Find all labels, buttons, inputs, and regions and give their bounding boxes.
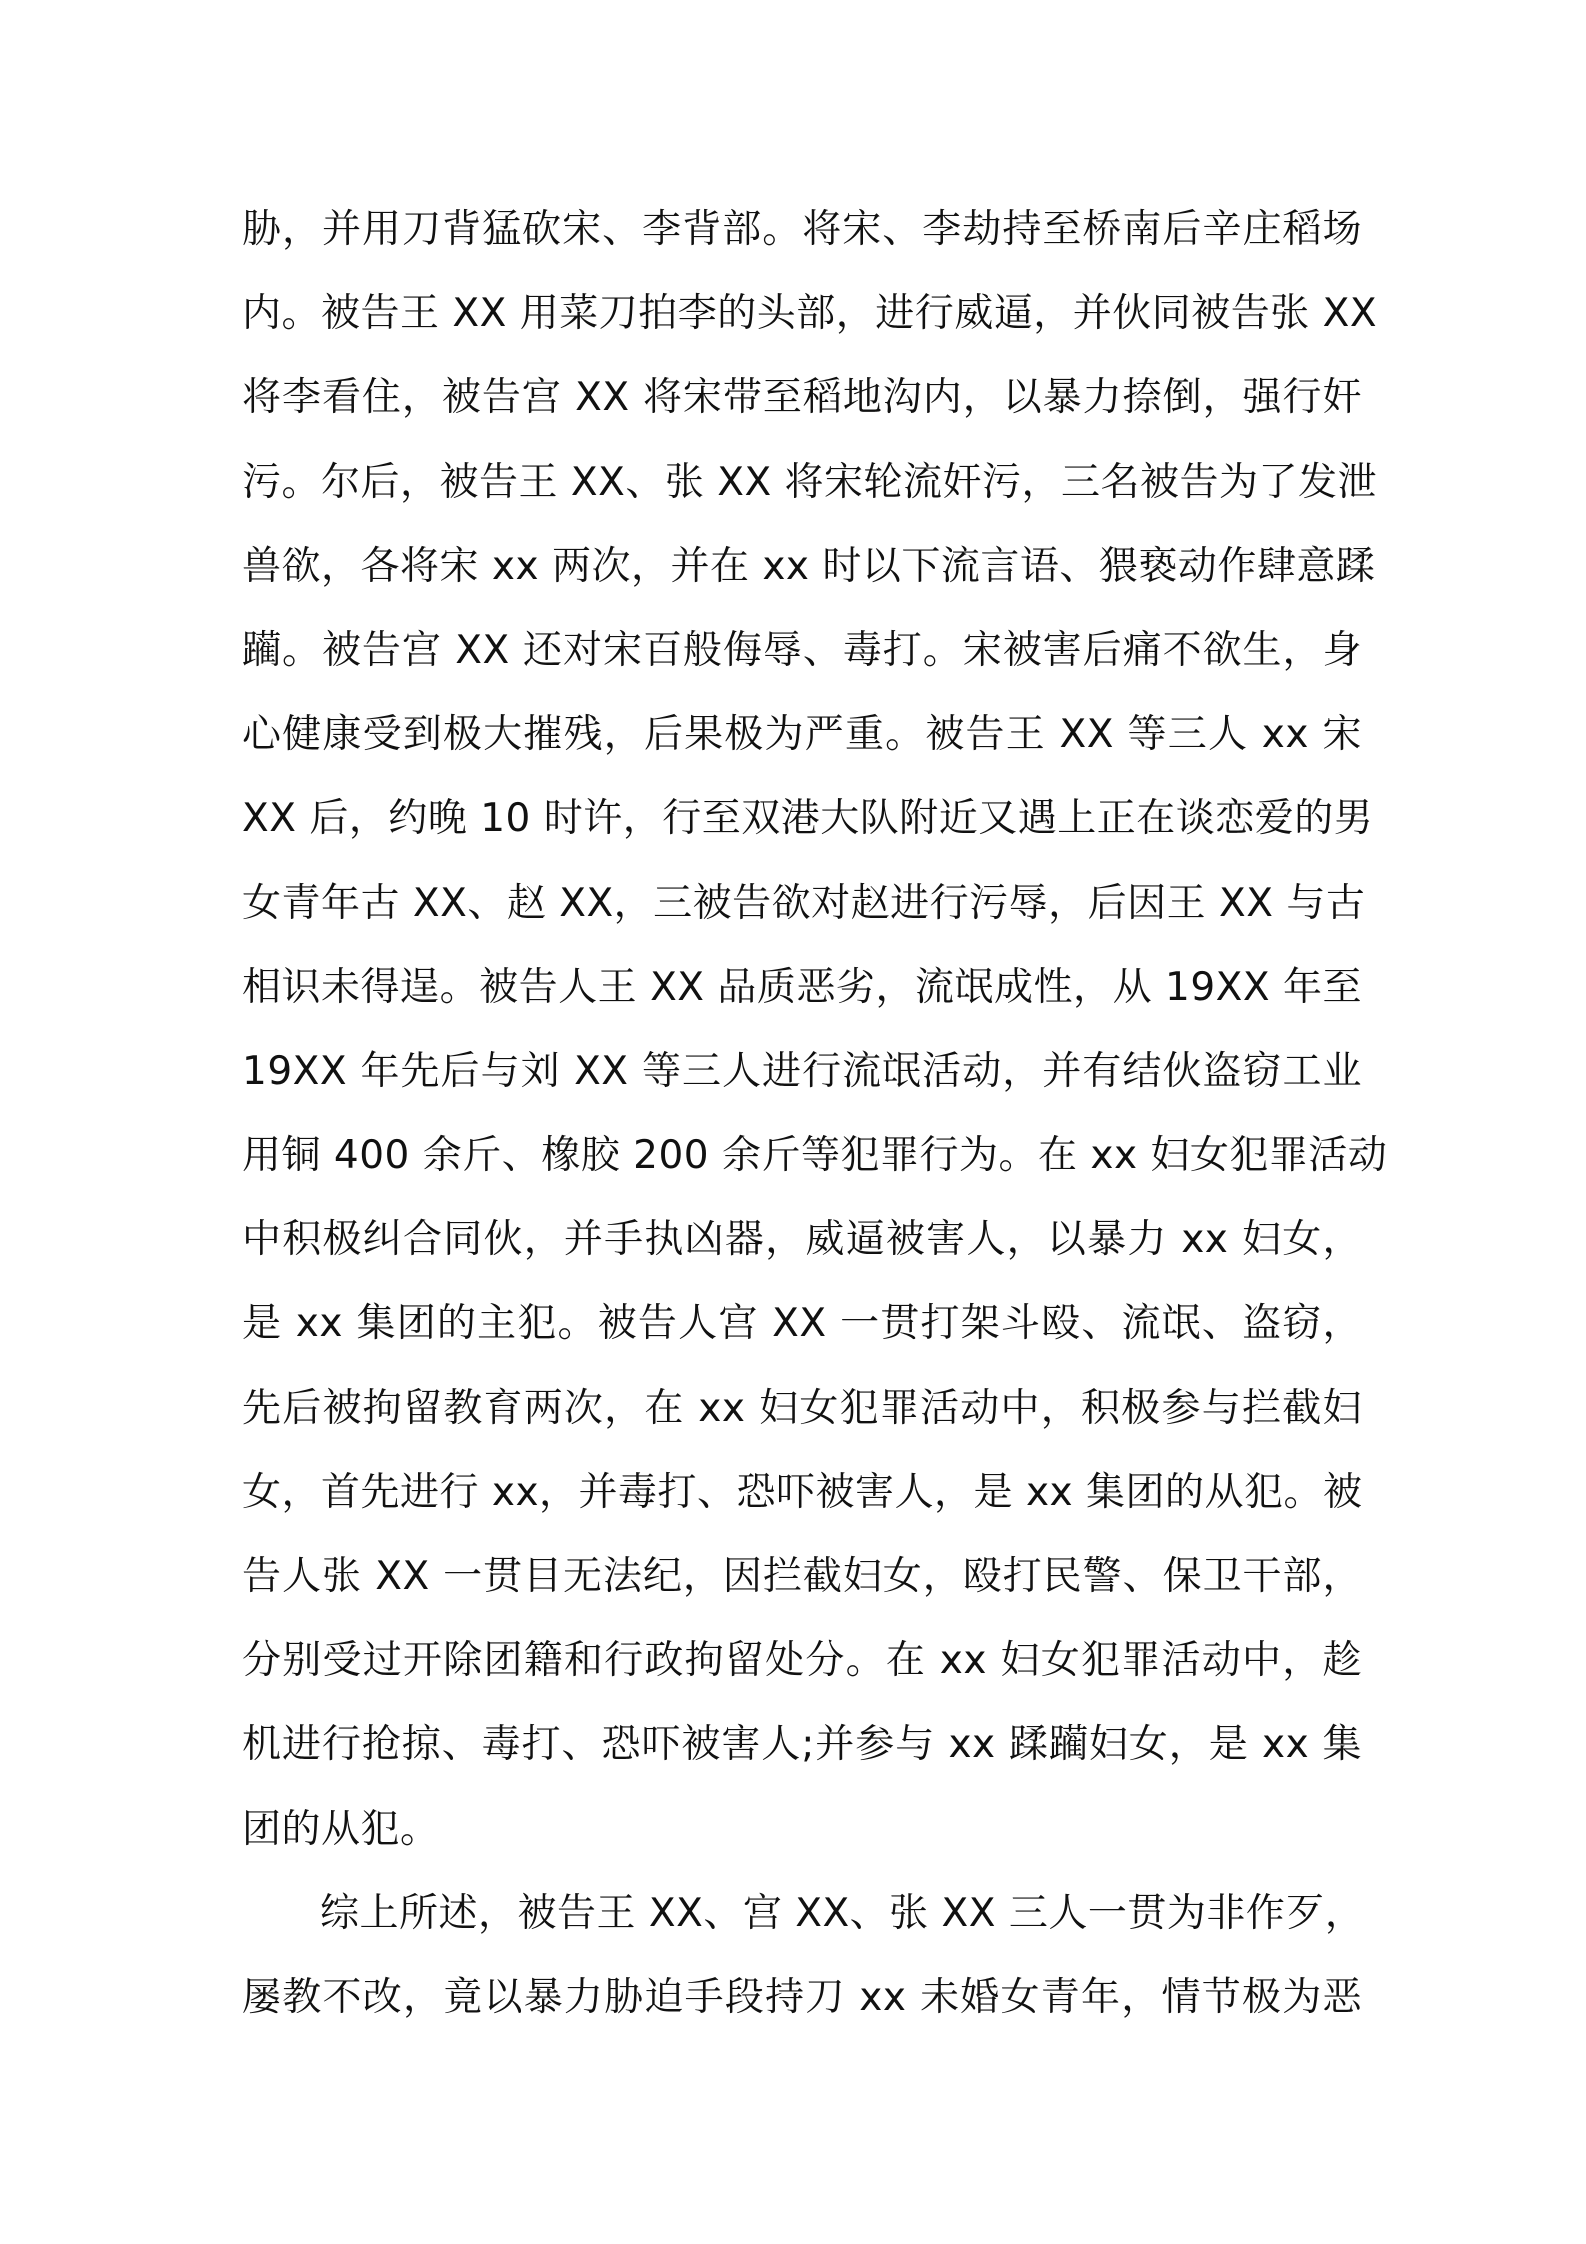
text-line: 女青年古 XX、赵 XX，三被告欲对赵进行污辱，后因王 XX 与古 [242,880,1366,926]
text-line: 躏。被告宫 XX 还对宋百般侮辱、毒打。宋被害后痛不欲生，身 [242,627,1362,673]
text-line: 女，首先进行 xx，并毒打、恐吓被害人，是 xx 集团的从犯。被 [242,1469,1363,1515]
text-line: 内。被告王 XX 用菜刀拍李的头部，进行威逼，并伙同被告张 XX [242,291,1378,337]
text-line: 胁，并用刀背猛砍宋、李背部。将宋、李劫持至桥南后辛庄稻场 [242,207,1362,252]
text-line: 屡教不改，竟以暴力胁迫手段持刀 xx 未婚女青年，情节极为恶 [242,1974,1362,2020]
text-line: 兽欲，各将宋 xx 两次，并在 xx 时以下流言语、猥亵动作肆意蹂 [242,543,1376,589]
text-line: 告人张 XX 一贯目无法纪，因拦截妇女，殴打民警、保卫干部， [242,1554,1362,1599]
text-line: 团的从犯。 [242,1806,440,1852]
text-line: 相识未得逞。被告人王 XX 品质恶劣，流氓成性，从 19XX 年至 [242,964,1362,1010]
paragraph-2 [242,1872,1365,2040]
text-line: XX 后，约晚 10 时许，行至双港大队附近又遇上正在谈恋爱的男 [242,796,1374,842]
document-body [242,188,1388,2040]
text-line: 将李看住，被告宫 XX 将宋带至稻地沟内，以暴力捺倒，强行奸 [242,375,1362,421]
text-line: 机进行抢掠、毒打、恐吓被害人;并参与 xx 蹂躏妇女，是 xx 集 [242,1722,1362,1768]
text-line: 分别受过开除团籍和行政拘留处分。在 xx 妇女犯罪活动中，趁 [242,1638,1362,1684]
text-line: 用铜 400 余斤、橡胶 200 余斤等犯罪行为。在 xx 妇女犯罪活动 [242,1133,1388,1179]
text-line: 心健康受到极大摧残，后果极为严重。被告王 XX 等三人 xx 宋 [242,712,1362,758]
text-line: 19XX 年先后与刘 XX 等三人进行流氓活动，并有结伙盗窃工业 [242,1048,1362,1094]
paragraph-1 [242,188,1388,1872]
text-line: 综上所述，被告王 XX、宫 XX、张 XX 三人一贯为非作歹， [320,1890,1365,1936]
text-line: 污。尔后，被告王 XX、张 XX 将宋轮流奸污，三名被告为了发泄 [242,459,1378,505]
text-line: 中积极纠合同伙，并手执凶器，威逼被害人，以暴力 xx 妇女， [242,1217,1362,1263]
text-line: 先后被拘留教育两次，在 xx 妇女犯罪活动中，积极参与拦截妇 [242,1385,1362,1431]
text-line: 是 xx 集团的主犯。被告人宫 XX 一贯打架斗殴、流氓、盗窃， [242,1301,1362,1347]
